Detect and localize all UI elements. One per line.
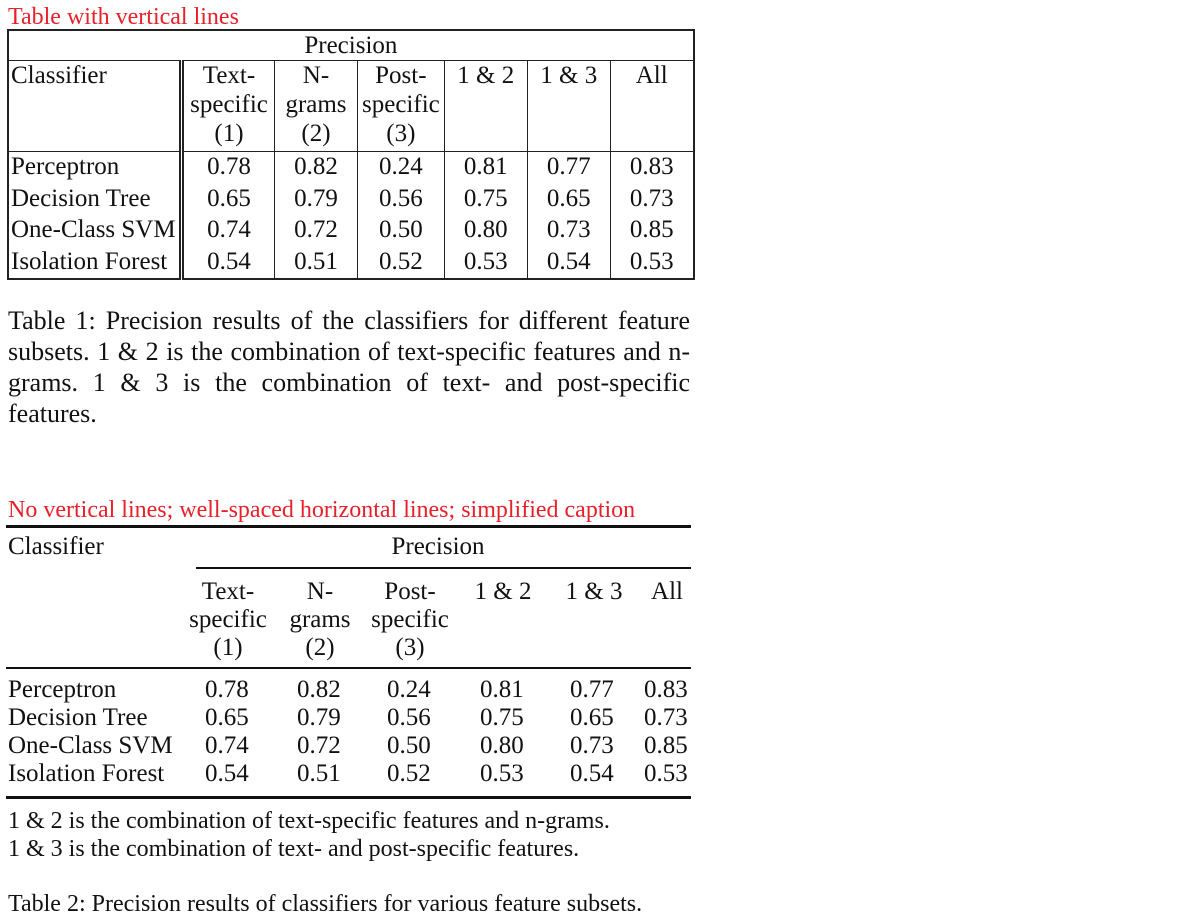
header-line: Post- bbox=[384, 578, 436, 605]
table2-col-header bbox=[367, 578, 453, 662]
table1-col-header bbox=[182, 61, 275, 152]
cell: 0.50 bbox=[387, 732, 431, 759]
header-line: All bbox=[651, 578, 683, 605]
cell: 0.85 bbox=[629, 216, 674, 243]
table2-precision-header: Precision bbox=[391, 533, 485, 560]
header-line: 1 & 3 bbox=[540, 62, 598, 89]
cell: 0.73 bbox=[527, 215, 610, 247]
cell: 0.77 bbox=[570, 676, 614, 703]
cell: 0.51 bbox=[275, 247, 358, 280]
table2-top-rule bbox=[6, 525, 691, 528]
header-line: (2) bbox=[305, 634, 335, 661]
row-label: Isolation Forest bbox=[8, 247, 182, 280]
cell: 0.65 bbox=[182, 184, 275, 216]
header-line: grams bbox=[289, 606, 351, 633]
header-line: (3) bbox=[395, 634, 425, 661]
cell: 0.54 bbox=[527, 247, 610, 280]
cell: 0.81 bbox=[444, 152, 527, 184]
header-line: N- bbox=[306, 578, 334, 605]
header-line: specific bbox=[189, 606, 267, 633]
header-line: 1 & 2 bbox=[474, 578, 532, 605]
cell: 0.73 bbox=[644, 704, 688, 731]
header-line: N- bbox=[302, 62, 330, 89]
table2-col-header bbox=[465, 578, 541, 606]
table1-col-header bbox=[358, 61, 445, 152]
cell: 0.78 bbox=[205, 676, 249, 703]
cell: 0.50 bbox=[358, 215, 445, 247]
cell: 0.83 bbox=[644, 676, 688, 703]
table1-col-header bbox=[527, 61, 610, 152]
table1-row bbox=[8, 152, 694, 184]
header-line: 1 & 3 bbox=[565, 578, 623, 605]
cell: 0.77 bbox=[527, 152, 610, 184]
table1-col-header bbox=[275, 61, 358, 152]
table1-caption: Table 1: Precision results of the classifiers for different feature subsets. 1 & 2 is the combination of text-specific features and n-grams. 1 & 3 is the combination of text- and post-specific features. bbox=[8, 306, 690, 428]
cell: 0.78 bbox=[182, 152, 275, 184]
cell: 0.79 bbox=[297, 704, 341, 731]
table1-precision-header: Precision bbox=[8, 30, 694, 61]
cell: 0.54 bbox=[182, 247, 275, 280]
cell: 0.65 bbox=[570, 704, 614, 731]
row-label: Isolation Forest bbox=[8, 760, 165, 787]
cell: 0.53 bbox=[444, 247, 527, 280]
table2-col-header bbox=[186, 578, 270, 662]
header-line: (1) bbox=[213, 634, 243, 661]
cell: 0.80 bbox=[444, 215, 527, 247]
cell: 0.83 bbox=[629, 153, 674, 180]
cell: 0.81 bbox=[480, 676, 524, 703]
cell: 0.56 bbox=[358, 184, 445, 216]
row-label: Decision Tree bbox=[8, 184, 182, 216]
table1-row bbox=[8, 184, 694, 216]
table1-header-row bbox=[8, 61, 694, 152]
row-label: Perceptron bbox=[8, 676, 117, 703]
cell: 0.54 bbox=[205, 760, 249, 787]
table1-classifier-header: Classifier bbox=[8, 61, 182, 152]
header-line: All bbox=[635, 62, 668, 89]
row-label: Perceptron bbox=[8, 152, 182, 184]
table2-note-line: 1 & 3 is the combination of text- and post-specific features. bbox=[8, 836, 580, 862]
cell: 0.80 bbox=[480, 732, 524, 759]
cell: 0.53 bbox=[644, 760, 688, 787]
table1-row bbox=[8, 215, 694, 247]
cell: 0.74 bbox=[182, 215, 275, 247]
cell: 0.73 bbox=[629, 184, 674, 212]
cell: 0.56 bbox=[387, 704, 431, 731]
cell: 0.54 bbox=[570, 760, 614, 787]
table2-note-line: 1 & 2 is the combination of text-specific features and n-grams. bbox=[8, 808, 610, 834]
header-line: (1) bbox=[214, 120, 244, 147]
cell: 0.52 bbox=[387, 760, 431, 787]
cell: 0.75 bbox=[480, 704, 524, 731]
table2-col-header bbox=[556, 578, 632, 606]
cell: 0.65 bbox=[527, 184, 610, 216]
table1 bbox=[7, 29, 695, 280]
cell: 0.24 bbox=[358, 152, 445, 184]
cell: 0.85 bbox=[644, 732, 688, 759]
row-label: Decision Tree bbox=[8, 704, 148, 731]
cell: 0.53 bbox=[480, 760, 524, 787]
cell: 0.74 bbox=[205, 732, 249, 759]
row-label: One-Class SVM bbox=[8, 215, 182, 247]
table2-precision-rule bbox=[196, 567, 691, 569]
table1-row bbox=[8, 247, 694, 280]
cell: 0.24 bbox=[387, 676, 431, 703]
row-label: One-Class SVM bbox=[8, 732, 173, 759]
header-line: Text- bbox=[202, 62, 256, 89]
cell: 0.82 bbox=[275, 152, 358, 184]
header-line: 1 & 2 bbox=[457, 62, 515, 89]
table2-bottom-rule bbox=[6, 796, 691, 799]
cell: 0.75 bbox=[444, 184, 527, 216]
table1-col-header bbox=[444, 61, 527, 152]
header-line: (2) bbox=[301, 120, 331, 147]
table2-classifier-header: Classifier bbox=[8, 533, 104, 560]
cell: 0.52 bbox=[358, 247, 445, 280]
header-line: (3) bbox=[386, 120, 416, 147]
header-line: Text- bbox=[201, 578, 255, 605]
header-line: grams bbox=[285, 91, 347, 118]
cell: 0.65 bbox=[205, 704, 249, 731]
table1-precision-row bbox=[8, 30, 694, 61]
table1-note: Table with vertical lines bbox=[8, 4, 239, 30]
table2-col-header bbox=[283, 578, 357, 662]
cell: 0.73 bbox=[570, 732, 614, 759]
table2-note: No vertical lines; well-spaced horizontal lines; simplified caption bbox=[8, 497, 636, 523]
table1-col-header bbox=[610, 61, 694, 152]
cell: 0.72 bbox=[275, 215, 358, 247]
cell: 0.51 bbox=[297, 760, 341, 787]
table2-mid-rule bbox=[6, 667, 691, 669]
header-line: specific bbox=[362, 91, 440, 118]
cell: 0.79 bbox=[275, 184, 358, 216]
cell: 0.72 bbox=[297, 732, 341, 759]
header-line: specific bbox=[190, 91, 268, 118]
header-line: Post- bbox=[375, 62, 427, 89]
header-line: specific bbox=[371, 606, 449, 633]
cell: 0.53 bbox=[629, 247, 674, 275]
table2-col-header bbox=[640, 578, 694, 606]
cell: 0.82 bbox=[297, 676, 341, 703]
table2-caption: Table 2: Precision results of classifiers for various feature subsets. bbox=[8, 891, 643, 917]
